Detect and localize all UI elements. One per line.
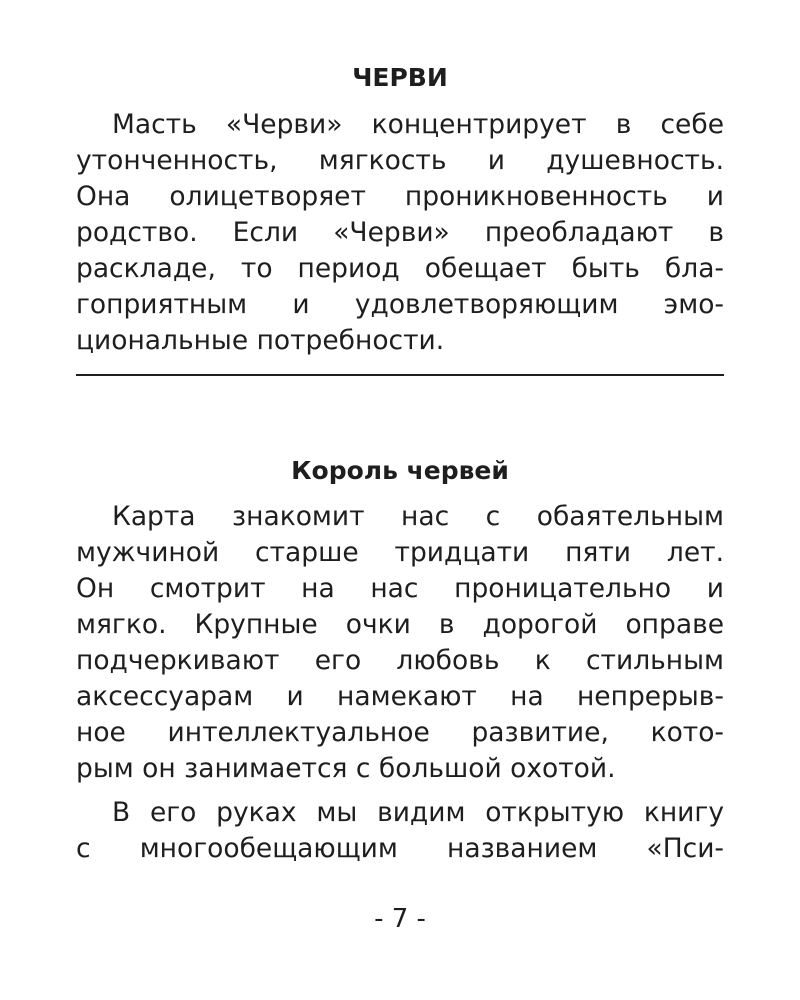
text-line: циональные потребности. xyxy=(76,325,445,356)
section-divider xyxy=(76,374,724,376)
hearts-description-paragraph xyxy=(76,107,724,359)
text-line: Карта знакомит нас с обаятельным xyxy=(112,501,724,532)
text-line: мягко. Крупные очки в дорогой оправе xyxy=(76,609,724,640)
text-line: Он смотрит на нас проницательно и xyxy=(76,573,724,604)
king-description-paragraph xyxy=(76,499,724,787)
text-line: рым он занимается с большой охотой. xyxy=(76,753,616,784)
text-line: раскладе, то период обещает быть бла- xyxy=(76,253,724,284)
text-line: ное интеллектуальное развитие, кото- xyxy=(76,717,724,748)
section-title-hearts: ЧЕРВИ xyxy=(352,63,448,92)
text-line: Она олицетворяет проникновенность и xyxy=(76,181,724,212)
section-title-king-of-hearts: Король червей xyxy=(291,456,509,485)
text-line: родство. Если «Черви» преобладают в xyxy=(76,217,724,248)
text-line: утонченность, мягкость и душевность. xyxy=(76,145,724,176)
text-line: Масть «Черви» концентрирует в себе xyxy=(112,109,724,140)
text-line: гоприятным и удовлетворяющим эмо- xyxy=(76,289,724,320)
text-line: с многообещающим названием «Пси- xyxy=(76,833,724,864)
king-book-paragraph xyxy=(76,795,724,867)
text-line: В его руках мы видим открытую книгу xyxy=(112,797,724,828)
page-number: - 7 - xyxy=(374,904,426,934)
text-line: аксессуарам и намекают на непрерыв- xyxy=(76,681,724,712)
text-line: подчеркивают его любовь к стильным xyxy=(76,645,724,676)
text-line: мужчиной старше тридцати пяти лет. xyxy=(76,537,724,568)
